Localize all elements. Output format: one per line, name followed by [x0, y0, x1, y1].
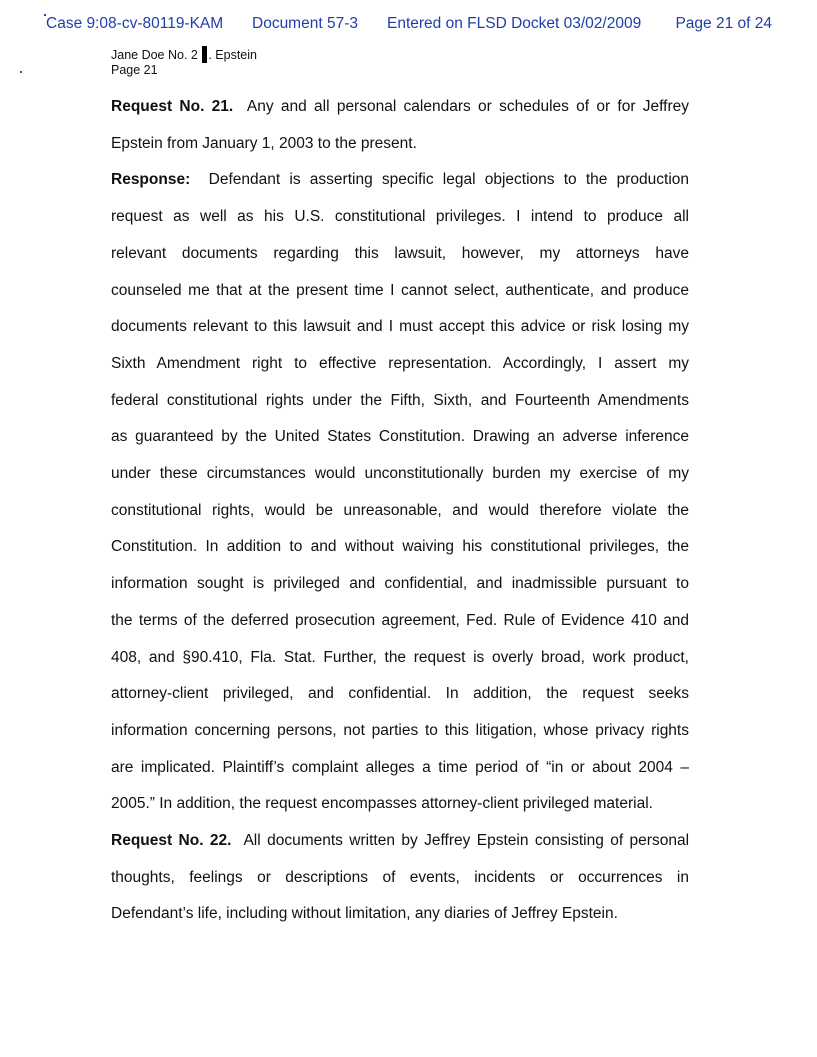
text-line: Epstein from January 1, 2003 to the present. — [111, 134, 417, 152]
case-number: Case 9:08-cv-80119-KAM — [46, 15, 224, 32]
document-number: Document 57-3 — [252, 15, 358, 32]
scan-speck — [20, 71, 22, 73]
caption-line-1 — [111, 46, 257, 63]
text-line: relevant documents regarding this lawsuit, however, my attorneys have — [111, 244, 689, 262]
text-line: thoughts, feelings or descriptions of events, incidents or occurrences in — [111, 868, 689, 886]
response-21 — [111, 162, 689, 823]
text-line: 408, and §90.410, Fla. Stat. Further, the request is overly broad, work product, — [111, 648, 689, 666]
text-line: Request No. 22. All documents written by Jeffrey Epstein consisting of personal — [111, 832, 690, 850]
text-line: Defendant’s life, including without limitation, any diaries of Jeffrey Epstein. — [111, 905, 618, 923]
text-line: 2005.” In addition, the request encompasses attorney-client privileged material. — [111, 795, 653, 813]
text-line: federal constitutional rights under the Fifth, Sixth, and Fourteenth Amendments — [111, 391, 689, 409]
text-line: Constitution. In addition to and without waiving his constitutional privileges, the — [111, 538, 689, 556]
docket-entry-date: Entered on FLSD Docket 03/02/2009 — [387, 15, 642, 32]
page-count: Page 21 of 24 — [675, 15, 772, 32]
caption-defendant: . Epstein — [208, 48, 257, 62]
scan-speck — [44, 14, 46, 16]
document-body — [111, 89, 689, 933]
docket-header — [46, 15, 772, 35]
request-label: Request No. 22. — [111, 832, 232, 850]
text-line: counseled me that at the present time I cannot select, authenticate, and produce — [111, 281, 689, 299]
text-line: under these circumstances would unconstitutionally burden my exercise of my — [111, 465, 689, 483]
text-line: as guaranteed by the United States Constitution. Drawing an adverse inference — [111, 428, 689, 446]
request-22 — [111, 823, 689, 933]
text-line: are implicated. Plaintiff’s complaint alleges a time period of “in or about 2004 – — [111, 758, 689, 776]
caption-party: Jane Doe No. 2 — [111, 48, 198, 62]
text-line: Request No. 21. Any and all personal calendars or schedules of or for Jeffrey — [111, 98, 690, 115]
request-label: Request No. 21. — [111, 98, 234, 115]
text-line: information concerning persons, not parties to this litigation, whose privacy rights — [111, 721, 689, 739]
text-line: documents relevant to this lawsuit and I must accept this advice or risk losing my — [111, 318, 689, 336]
text-line: the terms of the deferred prosecution agreement, Fed. Rule of Evidence 410 and — [111, 611, 689, 629]
text-line: Response: Defendant is asserting specific legal objections to the production — [111, 171, 689, 189]
text-line: information sought is privileged and confidential, and inadmissible pursuant to — [111, 575, 689, 593]
text-line: attorney-client privileged, and confidential. In addition, the request seeks — [111, 685, 689, 703]
text-line: request as well as his U.S. constitutional privileges. I intend to produce all — [111, 208, 689, 226]
caption-page: Page 21 — [111, 63, 158, 77]
redaction-bar — [202, 46, 207, 63]
response-label: Response: — [111, 171, 191, 189]
case-caption — [111, 46, 257, 78]
text-line: constitutional rights, would be unreasonable, and would therefore violate the — [111, 501, 689, 519]
text-line: Sixth Amendment right to effective representation. Accordingly, I assert my — [111, 354, 689, 372]
request-21 — [111, 89, 689, 162]
